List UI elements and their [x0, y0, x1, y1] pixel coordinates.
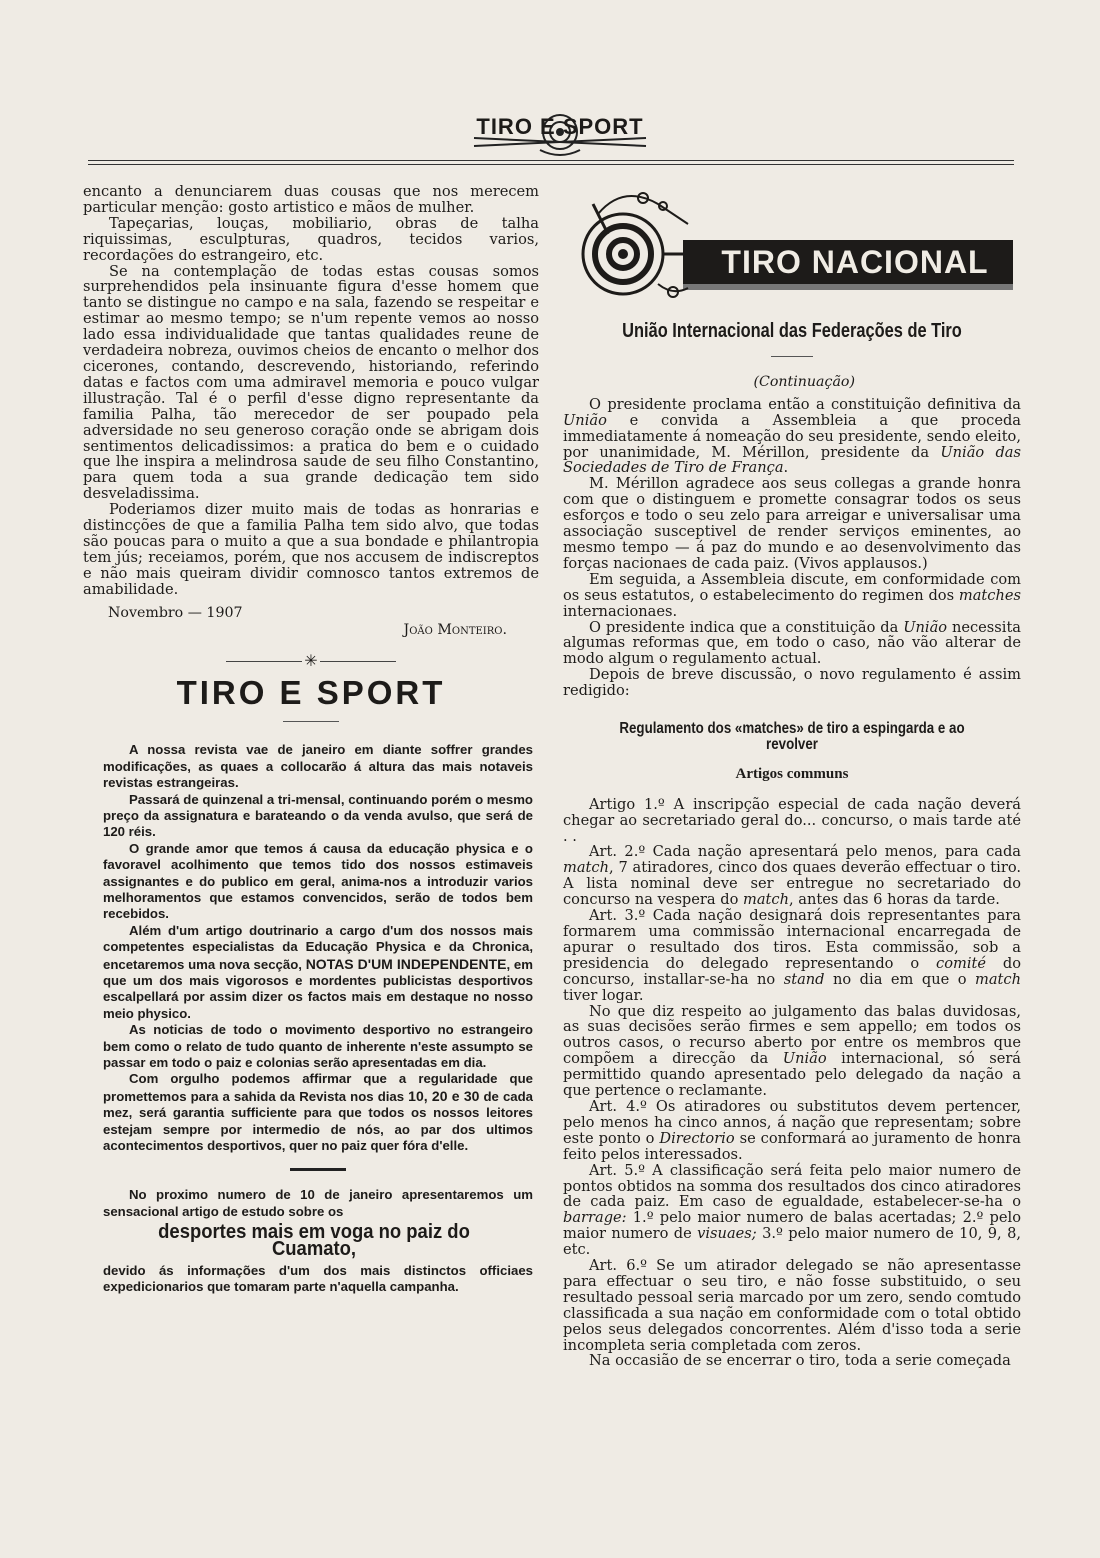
paragraph: Depois de breve discussão, o novo regulamento é assim redigido: [563, 666, 1021, 700]
paragraph: encanto a denunciarem duas cousas que nos merecem particular menção: gosto artistico e mãos de mulher. [83, 183, 539, 216]
announcement-paragraph: O grande amor que temos á causa da educação physica e o favoravel acolhimento que temos tido dos nossos estimaveis assignantes e do publico em geral, anima-nos a introduzir varios melhoramentos que estamos convencidos, serão de todos bem recebidos. [103, 840, 533, 922]
article-title: União Internacional das Federações de Tiro [622, 320, 962, 342]
announcement-block [103, 742, 533, 1296]
article-paragraph: No que diz respeito ao julgamento das balas duvidosas, as suas decisões serão firmes e sem appello; em todos os outros casos, o recurso aberto por entre os membros que compõem a direcção da União internacional, só será permittido quando apresentado pelo delegado da nação a que pertence o reclamante. [563, 1002, 1022, 1100]
asterisk-icon: ✳ [304, 651, 318, 671]
notice-paragraph: No proximo numero de 10 de janeiro apresentaremos um sensacional artigo de estudo sobre os [103, 1187, 533, 1219]
masthead-text: TIRO E SPORT [476, 114, 644, 139]
section-name-highlight: NOTAS D'UM INDEPENDENTE [305, 955, 507, 972]
regulation-title: Regulamento dos «matches» de tiro a espingarda e ao revolver [619, 720, 965, 753]
article-paragraph: Art. 3.º Cada nação designará dois representantes para formarem uma commissão internacional encarregada de apurar o resultado dos tiros. Esta commissão, sob a presidencia do delegado representando o comité do concurso, installar-se-ha no stand no dia em que o match tiver logar. [563, 907, 1021, 1004]
announcement-paragraph: A nossa revista vae de janeiro em diante soffrer grandes modificações, as quaes a collocarão á altura das mais notaveis revistas estrangeiras. [103, 742, 533, 791]
dates-highlight: 10, 20 e 30 [408, 1087, 480, 1104]
paragraph: Se na contemplação de todas estas cousas somos surprehendidos pela insinuante figura d'esse homem que tanto se distingue no campo e na sala, fazendo se respeitar e estimar ao mesmo tempo; se n'um repente vemos ao nosso lado essa individualidade que tantas qualidades reune de verdadeira nobreza, ouvimos cheios de encanto o melhor dos cicerones, contando, descrevendo, historiando, referindo datas e factos com uma admiravel memoria e pouco vulgar illustração. Tal é o perfil d'esse digno representante da familia Palha, tão merecedor de ser poupado pela adversidade no seu generoso coração onde se abrigam dois sentimentos delicadissimos: a pratica do bem e o cuidado que lhe inspira a melindrosa saude de seu filho Constantino, para quem toda a sua grande dedicação tem sido desveladissima. [83, 262, 539, 503]
divider [283, 721, 339, 722]
header-rule-bottom [88, 164, 1014, 165]
notice-paragraph: devido ás informações d'um dos mais distinctos officiaes expedicionarios que tomaram parte n'aquella campanha. [103, 1263, 533, 1295]
article-paragraph: Art. 2.º Cada nação apresentará pelo menos, para cada match, 7 atiradores, cinco dos quaes deverão effectuar o tiro. A lista nominal deve ser entregue no secretariado do concurso na vespera do match, antes das 6 horas da tarde. [563, 843, 1021, 909]
paragraph: M. Mérillon agradece aos seus collegas a grande honra com que o distinguem e promette consagrar todos os seus esforços e todo o seu zelo para arreigar e universalisar uma associação susceptivel de render serviços eminentes, ao mesmo tempo — á paz do mundo e ao desenvolvimento das forças nacionaes de cada paiz. (Vivos applausos.) [563, 475, 1021, 572]
thick-divider [290, 1168, 346, 1171]
announcement-paragraph: Com orgulho podemos affirmar que a regularidade que promettemos para a sahida da Revista nos dias 10, 20 e 30 de cada mez, será garantia sufficiente para que todos os nossos leitores estejam sempre por intermedio de nós, ao par dos ultimos acontecimentos desportivos, quer no paiz quer fóra d'elle. [103, 1071, 533, 1154]
divider [771, 356, 813, 357]
tiro-nacional-banner [563, 184, 1021, 302]
notice-headline: desportes mais em voga no paiz do Cuamato, [158, 1220, 470, 1260]
left-column [83, 184, 539, 1296]
header-rule-top [88, 160, 1014, 161]
paragraph: O presidente proclama então a constituição definitiva da União e convida a Assembleia a que proceda immediatamente á nomeação do seu presidente, sendo eleito, por unanimidade, M. Mérillon, presidente da União das Sociedades de Tiro de França. [563, 395, 1021, 477]
article-paragraph: Art. 5.º A classificação será feita pelo maior numero de pontos obtidos na somma dos resultados dos cinco atiradores de cada paiz. Em caso de egualdade, estabelecer-se-ha o barrage: 1.º pelo maior numero de balas acertadas; 2.º pelo maior numero de visuaes; 3.º pelo maior numero de 10, 9, 8, etc. [563, 1161, 1021, 1259]
article-author: João Monteiro. [403, 622, 507, 639]
article-paragraph: Art. 4.º Os atiradores ou substitutos devem pertencer, pelo menos ha cinco annos, á nação que representam; sobre este ponto o Directorio se conformará ao juramento de honra feito pelos interessados. [563, 1097, 1021, 1163]
masthead-logo [470, 108, 650, 160]
paragraph: O presidente indica que a constituição da União necessita algumas reformas que, em todo o caso, não vão alterar de modo algum o regulamento actual. [563, 618, 1022, 668]
article-paragraph: Na occasião de se encerrar o tiro, toda a serie começada [589, 1352, 1011, 1370]
article-paragraph: Artigo 1.º A inscripção especial de cada nação deverá chegar ao secretariado geral do... concurso, o mais tarde até . . [563, 795, 1021, 845]
star-separator [83, 653, 539, 671]
paragraph: Em seguida, a Assembleia discute, em conformidade com os seus estatutos, o estabelecimento do regimen dos matches internacionaes. [563, 570, 1021, 620]
right-column [563, 184, 1021, 1369]
announcement-paragraph: Passará de quinzenal a tri-mensal, continuando porém o mesmo preço da assignatura e barateando o da venda avulso, que será de 120 réis. [103, 791, 533, 840]
banner-title: TIRO NACIONAL [721, 244, 989, 280]
section-title: TIRO E SPORT [176, 674, 446, 712]
announcement-paragraph: As noticias de todo o movimento desportivo no estrangeiro bem como o relato de tudo quanto de inherente n'este assumpto se passar em todo o paiz e colonias serão apresentadas em dia. [103, 1022, 533, 1070]
article-paragraph: Art. 6.º Se um atirador delegado se não apresentasse para effectuar o seu tiro, e não fosse substituido, o seu resultado pessoal seria marcado por um zero, sendo comtudo classificada a sua nação em conformidade com o total obtido pelos seus delegados concorrentes. Além d'isso toda a serie incompleta seria completada com zeros. [563, 1257, 1021, 1354]
article-date: Novembro — 1907 [108, 604, 243, 621]
continuation-label: (Continuação) [753, 373, 855, 390]
announcement-paragraph: Além d'um artigo doutrinario a cargo d'um dos nossos mais competentes especialistas da Educação Physica e da Chronica, encetaremos uma nova secção, NOTAS D'UM INDEPENDENTE, em que um dos mais vigorosos e mordentes publicistas desportivos escalpellará por assim dizer os factos mais em destaque no nosso meio physico. [103, 922, 533, 1021]
paragraph: Tapeçarias, louças, mobiliario, obras de talha riquissimas, esculpturas, quadros, tecidos varios, recordações do estrangeiro, etc. [83, 214, 539, 264]
articles-heading: Artigos communs [735, 765, 849, 782]
paragraph: Poderiamos dizer muito mais de todas as honrarias e distincções de que a familia Palha tem sido alvo, que todas são poucas para o muito a que a sua bondade e philantropia tem jús; receiamos, porém, que nos accusem de indiscreptos e não mais queiram dividir comnosco tantos extremos de amabilidade. [83, 501, 539, 598]
